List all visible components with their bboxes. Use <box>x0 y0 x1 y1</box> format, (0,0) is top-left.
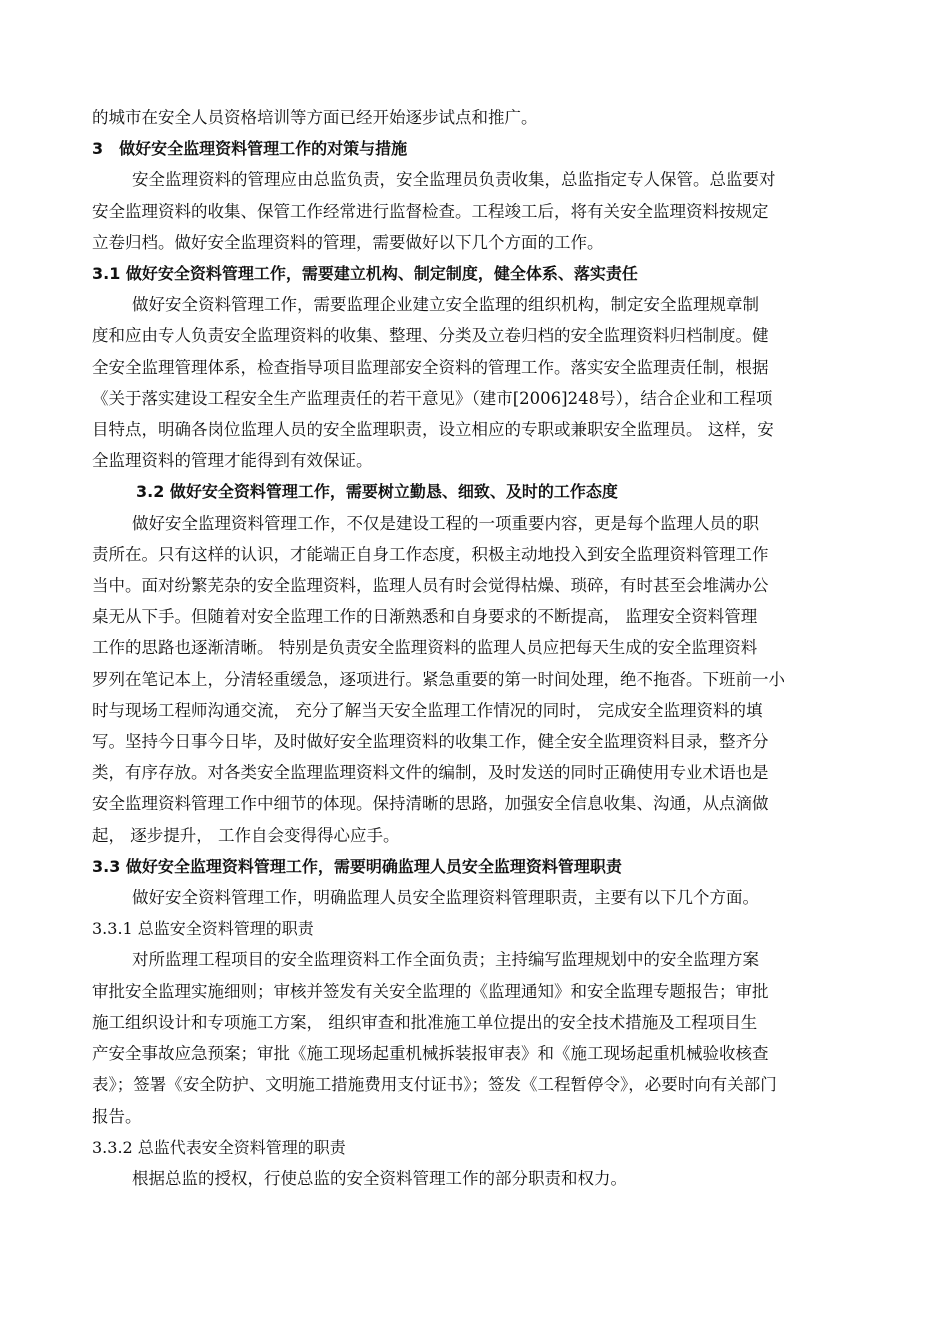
text-line: 做好安全资料管理工作，需要监理企业建立安全监理的组织机构，制定安全监理规章制 <box>132 295 759 315</box>
text-line: 审批安全监理实施细则；审核并签发有关安全监理的《监理通知》和安全监理专题报告；审批 <box>92 981 769 1001</box>
text-line: 工作的思路也逐渐清晰。 特别是负责安全监理资料的监理人员应把每天生成的安全监理资料 <box>92 638 758 658</box>
paragraph <box>92 944 867 1131</box>
text-line: 写。坚持今日事今日毕，及时做好安全监理资料的收集工作，健全安全监理资料目录，整齐分 <box>92 732 769 752</box>
text-line: 对所监理工程项目的安全监理资料工作全面负责；主持编写监理规划中的安全监理方案 <box>132 950 759 970</box>
text-line: 表》；签署《安全防护、文明施工措施费用支付证书》；签发《工程暂停令》，必要时向有关部门 <box>92 1075 777 1095</box>
text-line: 目特点，明确各岗位监理人员的安全监理职责，设立相应的专职或兼职安全监理员。 这样，安 <box>92 420 774 440</box>
paragraph <box>92 508 867 851</box>
text-line: 施工组织设计和专项施工方案， 组织审查和批准施工单位提出的安全技术措施及工程项目生 <box>92 1012 758 1032</box>
text-line: 安全监理资料的管理应由总监负责，安全监理员负责收集，总监指定专人保管。总监要对 <box>132 170 776 190</box>
text-line: 时与现场工程师沟通交流， 充分了解当天安全监理工作情况的同时， 完成安全监理资料的填 <box>92 700 763 720</box>
text-line: 起， 逐步提升， 工作自会变得得心应手。 <box>92 825 400 845</box>
text-line: 度和应由专人负责安全监理资料的收集、整理、分类及立卷归档的安全监理资料归档制度。健 <box>92 326 769 346</box>
text-line: 罗列在笔记本上，分清轻重缓急，逐项进行。紧急重要的第一时间处理，绝不拖沓。下班前一小 <box>92 669 785 689</box>
text-line: 《关于落实建设工程安全生产监理责任的若干意见》（建市[2006]248号），结合企业和工程项 <box>92 388 773 408</box>
text-line: 安全监理资料的收集、保管工作经常进行监督检查。工程竣工后，将有关安全监理资料按规定 <box>92 201 769 221</box>
paragraph <box>92 289 867 476</box>
text-line: 做好安全资料管理工作，明确监理人员安全监理资料管理职责，主要有以下几个方面。 <box>132 888 759 908</box>
text-line: 立卷归档。做好安全监理资料的管理，需要做好以下几个方面的工作。 <box>92 232 604 252</box>
text-line: 报告。 <box>92 1106 142 1126</box>
text-line: 桌无从下手。但随着对安全监理工作的日渐熟悉和自身要求的不断提高， 监理安全资料管理 <box>92 607 758 627</box>
section-heading: 3.1 做好安全资料管理工作，需要建立机构、制定制度，健全体系、落实责任 <box>92 264 638 284</box>
text-line: 类，有序存放。对各类安全监理监理资料文件的编制，及时发送的同时正确使用专业术语也是 <box>92 763 769 783</box>
text-line: 的城市在安全人员资格培训等方面已经开始逐步试点和推广。 <box>92 108 538 127</box>
text-line: 全监理资料的管理才能得到有效保证。 <box>92 451 373 471</box>
text-line: 做好安全监理资料管理工作，不仅是建设工程的一项重要内容，更是每个监理人员的职 <box>132 513 759 533</box>
document-page <box>92 102 867 1194</box>
section-heading: 3.3 做好安全监理资料管理工作，需要明确监理人员安全监理资料管理职责 <box>92 856 622 876</box>
text-line: 全安全监理管理体系，检查指导项目监理部安全资料的管理工作。落实安全监理责任制，根据 <box>92 357 769 377</box>
section-heading: 3.2 做好安全资料管理工作，需要树立勤恳、细致、及时的工作态度 <box>136 482 618 502</box>
subsection-heading: 3.3.2 总监代表安全资料管理的职责 <box>92 1137 346 1157</box>
paragraph <box>92 164 867 258</box>
paragraph <box>92 882 867 913</box>
subsection-heading: 3.3.1 总监安全资料管理的职责 <box>92 919 314 939</box>
paragraph <box>92 102 867 133</box>
text-line: 当中。面对纷繁芜杂的安全监理资料，监理人员有时会觉得枯燥、琐碎，有时甚至会堆满办公 <box>92 576 769 596</box>
paragraph <box>92 1163 867 1194</box>
text-line: 产安全事故应急预案；审批《施工现场起重机械拆装报审表》和《施工现场起重机械验收核查 <box>92 1044 769 1064</box>
text-line: 根据总监的授权，行使总监的安全资料管理工作的部分职责和权力。 <box>132 1168 627 1188</box>
text-line: 安全监理资料管理工作中细节的体现。保持清晰的思路，加强安全信息收集、沟通，从点滴做 <box>92 794 769 814</box>
text-line: 责所在。只有这样的认识，才能端正自身工作态度，积极主动地投入到安全监理资料管理工作 <box>92 544 769 564</box>
section-heading: 3 做好安全监理资料管理工作的对策与措施 <box>92 139 408 159</box>
